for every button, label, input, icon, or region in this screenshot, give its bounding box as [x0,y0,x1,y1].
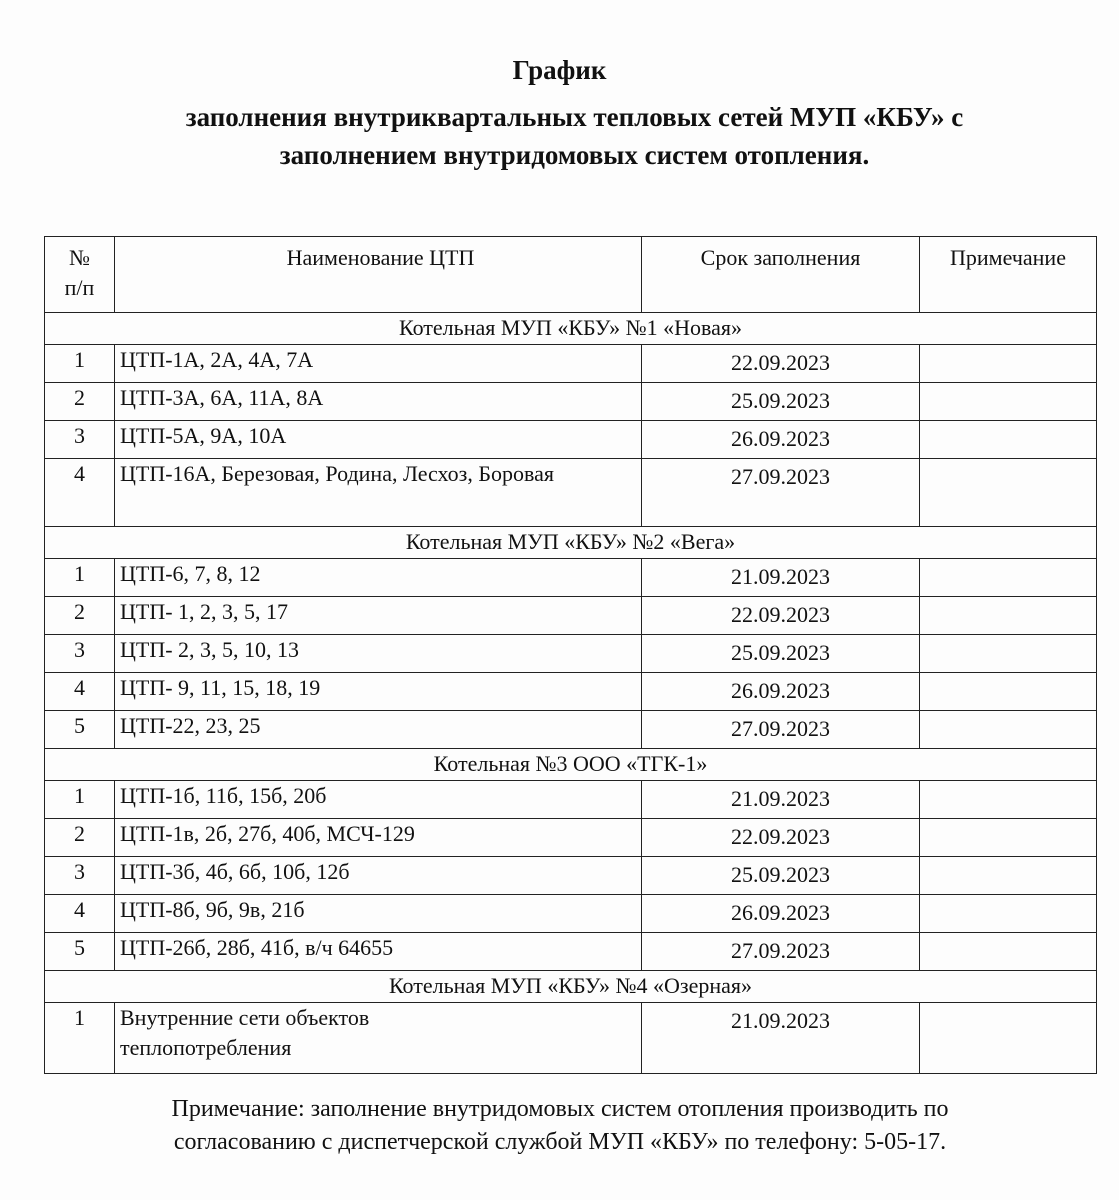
table-row [45,421,1097,459]
table-row [45,597,1097,635]
group-row [45,749,1097,781]
row-name: ЦТП-1б, 11б, 15б, 20б [115,781,642,819]
row-num: 4 [45,895,115,933]
row-name: ЦТП-1в, 2б, 27б, 40б, МСЧ-129 [115,819,642,857]
row-note [920,1003,1097,1074]
row-note [920,933,1097,971]
header-num-line1: № [69,245,90,270]
row-name-line2: теплопотребления [120,1035,292,1060]
row-num: 1 [45,559,115,597]
row-note [920,635,1097,673]
table-row [45,673,1097,711]
schedule-table [44,236,1097,1074]
row-num: 1 [45,345,115,383]
row-name: ЦТП-6, 7, 8, 12 [115,559,642,597]
row-num: 2 [45,383,115,421]
row-num: 4 [45,459,115,527]
table-row [45,383,1097,421]
group-title: Котельная МУП «КБУ» №2 «Вега» [45,527,1097,559]
row-num: 4 [45,673,115,711]
row-name: ЦТП- 2, 3, 5, 10, 13 [115,635,642,673]
footnote-line-2: согласованию с диспетчерской службой МУП «КБУ» по телефону: 5-05-17. [173,1129,947,1155]
row-name: ЦТП-5А, 9А, 10А [115,421,642,459]
row-note [920,459,1097,527]
document-subtitle [60,98,1089,174]
group-title: Котельная МУП «КБУ» №1 «Новая» [45,313,1097,345]
row-date: 25.09.2023 [642,383,920,421]
row-date: 26.09.2023 [642,421,920,459]
table-row [45,933,1097,971]
row-name: ЦТП-16А, Березовая, Родина, Лесхоз, Боровая [115,459,642,527]
row-note [920,559,1097,597]
row-note [920,819,1097,857]
row-date: 21.09.2023 [642,781,920,819]
row-date: 27.09.2023 [642,933,920,971]
row-name: ЦТП-1А, 2А, 4А, 7А [115,345,642,383]
row-date: 25.09.2023 [642,857,920,895]
table-row [45,559,1097,597]
header-num [45,237,115,313]
table-row [45,857,1097,895]
document-title: График [512,55,607,85]
row-note [920,597,1097,635]
header-note: Примечание [920,237,1097,313]
row-name: ЦТП- 9, 11, 15, 18, 19 [115,673,642,711]
row-name [115,1003,642,1074]
footnote [60,1093,1060,1159]
group-title: Котельная №3 ООО «ТГК-1» [45,749,1097,781]
row-date: 27.09.2023 [642,711,920,749]
group-row [45,527,1097,559]
row-num: 5 [45,933,115,971]
row-note [920,857,1097,895]
row-date: 27.09.2023 [642,459,920,527]
table-row [45,345,1097,383]
row-note [920,345,1097,383]
row-name-line1: Внутренние сети объектов [120,1005,370,1030]
row-date: 25.09.2023 [642,635,920,673]
row-name: ЦТП-26б, 28б, 41б, в/ч 64655 [115,933,642,971]
group-title: Котельная МУП «КБУ» №4 «Озерная» [45,971,1097,1003]
row-note [920,673,1097,711]
header-num-line2: п/п [64,275,95,300]
table-row [45,819,1097,857]
row-name: ЦТП- 1, 2, 3, 5, 17 [115,597,642,635]
table-row [45,711,1097,749]
row-num: 5 [45,711,115,749]
row-date: 22.09.2023 [642,345,920,383]
row-name: ЦТП-8б, 9б, 9в, 21б [115,895,642,933]
row-num: 1 [45,781,115,819]
row-note [920,711,1097,749]
header-name: Наименование ЦТП [115,237,642,313]
row-note [920,383,1097,421]
row-num: 3 [45,857,115,895]
row-date: 22.09.2023 [642,597,920,635]
row-name: ЦТП-3А, 6А, 11А, 8А [115,383,642,421]
table-row [45,1003,1097,1074]
row-num: 2 [45,819,115,857]
row-date: 22.09.2023 [642,819,920,857]
table-row [45,895,1097,933]
group-row [45,971,1097,1003]
row-num: 3 [45,635,115,673]
table-row [45,459,1097,527]
row-date: 21.09.2023 [642,1003,920,1074]
group-row [45,313,1097,345]
subtitle-line-1: заполнения внутриквартальных тепловых сетей МУП «КБУ» с [185,102,964,132]
row-note [920,781,1097,819]
row-note [920,421,1097,459]
header-date: Срок заполнения [642,237,920,313]
row-note [920,895,1097,933]
row-num: 3 [45,421,115,459]
row-name: ЦТП-22, 23, 25 [115,711,642,749]
table-row [45,781,1097,819]
table-header-row [45,237,1097,313]
row-num: 1 [45,1003,115,1074]
row-date: 26.09.2023 [642,895,920,933]
footnote-line-1: Примечание: заполнение внутридомовых систем отопления производить по [171,1096,949,1122]
row-date: 21.09.2023 [642,559,920,597]
row-date: 26.09.2023 [642,673,920,711]
subtitle-line-2: заполнением внутридомовых систем отопления. [279,140,870,170]
table-row [45,635,1097,673]
row-name: ЦТП-3б, 4б, 6б, 10б, 12б [115,857,642,895]
row-num: 2 [45,597,115,635]
